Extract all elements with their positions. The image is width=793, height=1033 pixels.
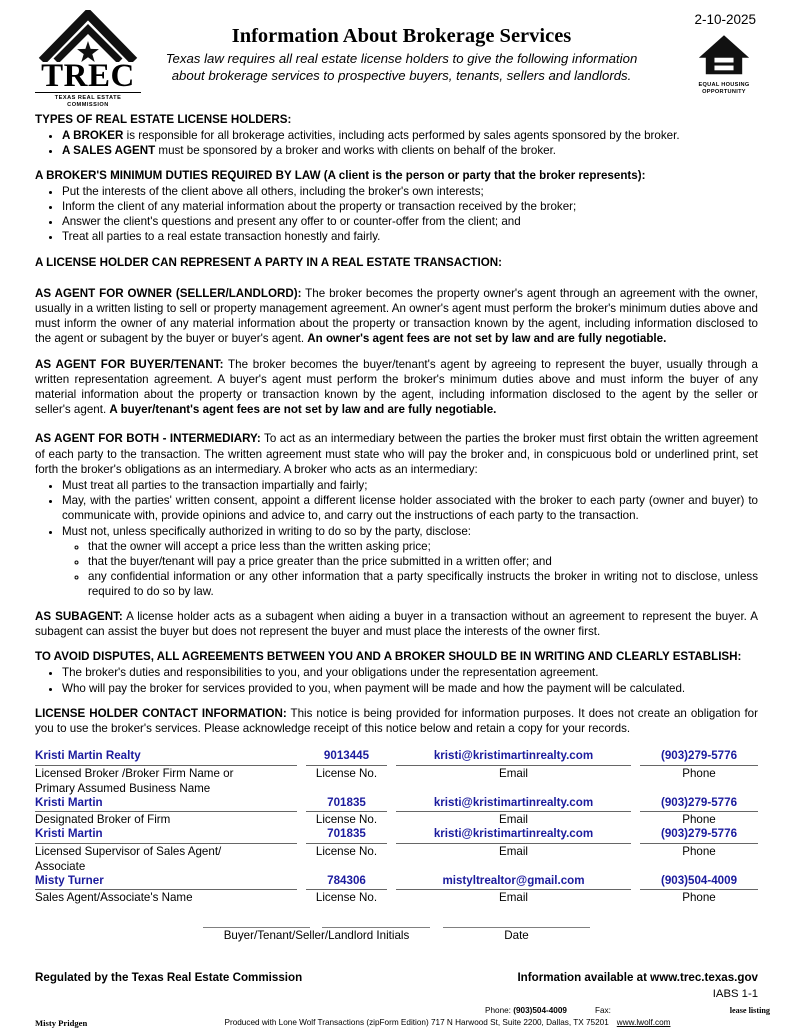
paragraph-lead: AS SUBAGENT: bbox=[35, 609, 123, 623]
contact-row-supervisor bbox=[35, 827, 758, 874]
intermediary-list bbox=[35, 478, 758, 600]
paragraph-bold-tail: A buyer/tenant's agent fees are not set by law and are fully negotiable. bbox=[109, 403, 497, 417]
supervisor-name-field[interactable]: Kristi Martin bbox=[35, 827, 297, 844]
list-item bbox=[62, 524, 758, 600]
trec-caption: TEXAS REAL ESTATE COMMISSION bbox=[35, 92, 141, 109]
bullet-text: Must not, unless specifically authorized in writing to do so by the party, disclose: bbox=[62, 524, 471, 538]
form-id: IABS 1-1 bbox=[712, 988, 758, 1001]
signature-labels bbox=[203, 928, 758, 943]
phone-field[interactable]: (903)279-5776 bbox=[640, 796, 758, 813]
sub-list-item: ◦ any confidential information or any other information that a party specifically instructs the broker in writing not to disclose, unless required to do so by law. bbox=[88, 569, 758, 599]
heading-represent: A LICENSE HOLDER CAN REPRESENT A PARTY IN A REAL ESTATE TRANSACTION: bbox=[35, 255, 502, 269]
field-label: Phone bbox=[682, 813, 716, 827]
field-label: Primary Assumed Business Name bbox=[35, 781, 211, 795]
email-field[interactable]: kristi@kristimartinrealty.com bbox=[396, 796, 631, 813]
paragraph-lead: LICENSE HOLDER CONTACT INFORMATION: bbox=[35, 706, 287, 720]
field-label: Sales Agent/Associate's Name bbox=[35, 891, 193, 905]
broker-firm-name-field[interactable]: Kristi Martin Realty bbox=[35, 749, 297, 766]
license-no-field[interactable]: 9013445 bbox=[306, 749, 387, 766]
footer-phone-label: Phone: bbox=[485, 1006, 514, 1016]
eho-line1: EQUAL HOUSING bbox=[698, 82, 750, 89]
contact-row-sales-agent bbox=[35, 874, 758, 906]
disputes-list bbox=[35, 665, 758, 695]
page-title: Information About Brokerage Services bbox=[231, 25, 572, 47]
paragraph-buyer-agent bbox=[35, 357, 758, 418]
field-label: Associate bbox=[35, 859, 86, 873]
field-label: Licensed Broker /Broker Firm Name or bbox=[35, 766, 234, 780]
header-right bbox=[662, 10, 758, 104]
header-title-block bbox=[141, 10, 662, 104]
bullet-text: is responsible for all brokerage activities, including acts performed by sales agents sponsored by the broker. bbox=[123, 129, 680, 143]
equal-housing-house-icon bbox=[698, 34, 750, 78]
trec-acronym: TREC bbox=[41, 58, 135, 95]
eho-line2: OPPORTUNITY bbox=[702, 88, 746, 95]
phone-field[interactable]: (903)279-5776 bbox=[640, 827, 758, 844]
footer-phone bbox=[485, 1006, 567, 1016]
paragraph-text: To act as an intermediary between the parties the broker must first obtain the written agreement of each party to the transaction. The written agreement must state who will pay the broker and, in conspicuous bold or underlined print, set forth the broker's obligations as an intermediary. A broker who acts as an intermediary: bbox=[35, 432, 758, 476]
email-field[interactable]: mistyltrealtor@gmail.com bbox=[396, 874, 631, 891]
signature-lines bbox=[203, 915, 758, 928]
email-field[interactable]: kristi@kristimartinrealty.com bbox=[396, 827, 631, 844]
field-label: Phone bbox=[682, 891, 716, 905]
list-item: • Inform the client of any material information about the property or transaction received by the broker; bbox=[62, 199, 758, 214]
duties-list bbox=[35, 184, 758, 245]
heading-types: TYPES OF REAL ESTATE LICENSE HOLDERS: bbox=[35, 113, 292, 126]
license-no-field[interactable]: 701835 bbox=[306, 796, 387, 813]
field-label: Phone bbox=[682, 766, 716, 780]
field-label: Designated Broker of Firm bbox=[35, 813, 171, 827]
designated-broker-name-field[interactable]: Kristi Martin bbox=[35, 796, 297, 813]
footer-produced-row bbox=[35, 1018, 758, 1028]
date-label: Date bbox=[504, 929, 529, 943]
field-label: Licensed Supervisor of Sales Agent/ bbox=[35, 844, 222, 858]
license-no-field[interactable]: 784306 bbox=[306, 874, 387, 891]
initials-field-1[interactable] bbox=[203, 915, 310, 928]
intermediary-sub-list bbox=[62, 539, 758, 600]
license-holder-contact-table bbox=[35, 749, 758, 905]
phone-field[interactable]: (903)279-5776 bbox=[640, 749, 758, 766]
contact-row-broker-firm bbox=[35, 749, 758, 796]
bullet-lead: A BROKER bbox=[62, 129, 124, 143]
list-item: • Put the interests of the client above all others, including the broker's own interests; bbox=[62, 184, 758, 199]
form-header bbox=[35, 10, 758, 108]
footer-produced-text bbox=[195, 1018, 700, 1028]
signature-block bbox=[203, 915, 758, 943]
footer-phone-value: (903)504-4009 bbox=[513, 1006, 567, 1016]
field-label: License No. bbox=[315, 891, 378, 905]
paragraph-lead: AS AGENT FOR BUYER/TENANT: bbox=[35, 357, 224, 371]
sub-list-item: ◦ that the owner will accept a price less than the written asking price; bbox=[88, 539, 758, 554]
paragraph-intermediary bbox=[35, 431, 758, 477]
list-item: • Answer the client's questions and present any offer to or counter-offer from the client; and bbox=[62, 214, 758, 229]
trec-roof-star-icon bbox=[38, 10, 138, 62]
paragraph-bold-tail: An owner's agent fees are not set by law and are fully negotiable. bbox=[307, 332, 667, 346]
paragraph-text: A license holder acts as a subagent when aiding a buyer in a transaction without an agreement to represent the buyer. A subagent can assist the buyer but does not represent the buyer and must place the interests of the owner first. bbox=[35, 609, 758, 638]
equal-housing-logo bbox=[698, 34, 750, 95]
sub-list-item: ◦ that the buyer/tenant will pay a price greater than the price submitted in a written offer; and bbox=[88, 554, 758, 569]
paragraph-text: The broker becomes the buyer/tenant's agent by agreeing to represent the buyer, usually through a written representation agreement. A buyer's agent must perform the broker's minimum duties above and must inform the buyer of any material information about the property or transaction known by the agent, including information disclosed to the agent by the seller or seller's agent. bbox=[35, 357, 758, 417]
list-item: • May, with the parties' written consent, appoint a different license holder associated with the broker to each party (owner and buyer) to communicate with, provide opinions and advice to, and carry out the instructions of each party to the transaction. bbox=[62, 493, 758, 523]
produced-with-text: Produced with Lone Wolf Transactions (zipForm Edition) 717 N Harwood St, Suite 2200, Dallas, TX 75201 bbox=[224, 1018, 609, 1028]
field-label: Phone bbox=[682, 844, 716, 858]
footer-lease-listing: lease listing bbox=[729, 1006, 770, 1016]
date-field[interactable] bbox=[443, 915, 590, 928]
paragraph-text: The broker becomes the property owner's agent through an agreement with the owner, usually in a written listing to sell or property management agreement. An owner's agent must perform the broker's minimum duties above and must inform the owner of any material information about the property or transaction known by the agent, including information disclosed to the agent or subagent by the buyer or buyer's agent. bbox=[35, 286, 758, 346]
paragraph-text: This notice is being provided for information purposes. It does not create an obligation for you to use the broker's services. Please acknowledge receipt of this notice below and retain a copy for your records. bbox=[35, 706, 758, 735]
field-label: License No. bbox=[315, 813, 378, 827]
heading-duties: A BROKER'S MINIMUM DUTIES REQUIRED BY LAW (A client is the person or party that the broker represents): bbox=[35, 168, 646, 182]
equal-housing-caption bbox=[698, 82, 750, 95]
field-label: Email bbox=[499, 891, 528, 905]
email-field[interactable]: kristi@kristimartinrealty.com bbox=[396, 749, 631, 766]
footer-phone-fax-row bbox=[35, 1006, 770, 1017]
footer-fax-label: Fax: bbox=[595, 1006, 611, 1016]
field-label: Email bbox=[499, 766, 528, 780]
initials-field-2[interactable] bbox=[322, 915, 430, 928]
field-label: License No. bbox=[315, 844, 378, 858]
list-item bbox=[62, 143, 758, 158]
list-item: • Must treat all parties to the transaction impartially and fairly; bbox=[62, 478, 758, 493]
field-label: Email bbox=[499, 844, 528, 858]
footer-agent-name: Misty Pridgen bbox=[35, 1018, 88, 1029]
sales-agent-name-field[interactable]: Misty Turner bbox=[35, 874, 297, 891]
trec-logo bbox=[35, 10, 141, 108]
field-label: License No. bbox=[315, 766, 378, 780]
page-subtitle: Texas law requires all real estate license holders to give the following information about brokerage services to prospective buyers, tenants, sellers and landlords. bbox=[165, 51, 638, 83]
list-item: • Treat all parties to a real estate transaction honestly and fairly. bbox=[62, 229, 758, 244]
types-list bbox=[35, 128, 758, 158]
footer-regulated-row bbox=[35, 970, 758, 985]
bullet-lead: A SALES AGENT bbox=[62, 144, 156, 158]
contact-row-designated-broker bbox=[35, 796, 758, 828]
paragraph-lead: AS AGENT FOR BOTH - INTERMEDIARY: bbox=[35, 432, 261, 446]
paragraph-owner-agent bbox=[35, 286, 758, 347]
form-date: 2-10-2025 bbox=[694, 12, 756, 27]
license-no-field[interactable]: 701835 bbox=[306, 827, 387, 844]
phone-field[interactable]: (903)504-4009 bbox=[640, 874, 758, 891]
paragraph-contact-intro bbox=[35, 706, 758, 736]
list-item: • The broker's duties and responsibilities to you, and your obligations under the representation agreement. bbox=[62, 665, 758, 680]
initials-label: Buyer/Tenant/Seller/Landlord Initials bbox=[223, 929, 410, 943]
list-item: • Who will pay the broker for services provided to you, when payment will be made and how the payment will be calculated. bbox=[62, 681, 758, 696]
lwolf-link[interactable]: www.lwolf.com bbox=[616, 1018, 671, 1028]
list-item bbox=[62, 128, 758, 143]
field-label: Email bbox=[499, 813, 528, 827]
info-available-text: Information available at www.trec.texas.gov bbox=[517, 971, 758, 985]
regulated-by-text: Regulated by the Texas Real Estate Commission bbox=[35, 971, 303, 985]
bullet-text: must be sponsored by a broker and works with clients on behalf of the broker. bbox=[155, 144, 557, 158]
paragraph-subagent bbox=[35, 609, 758, 639]
heading-disputes: TO AVOID DISPUTES, ALL AGREEMENTS BETWEEN YOU AND A BROKER SHOULD BE IN WRITING AND CLEARLY ESTABLISH: bbox=[35, 650, 742, 664]
paragraph-lead: AS AGENT FOR OWNER (SELLER/LANDLORD): bbox=[35, 286, 302, 300]
